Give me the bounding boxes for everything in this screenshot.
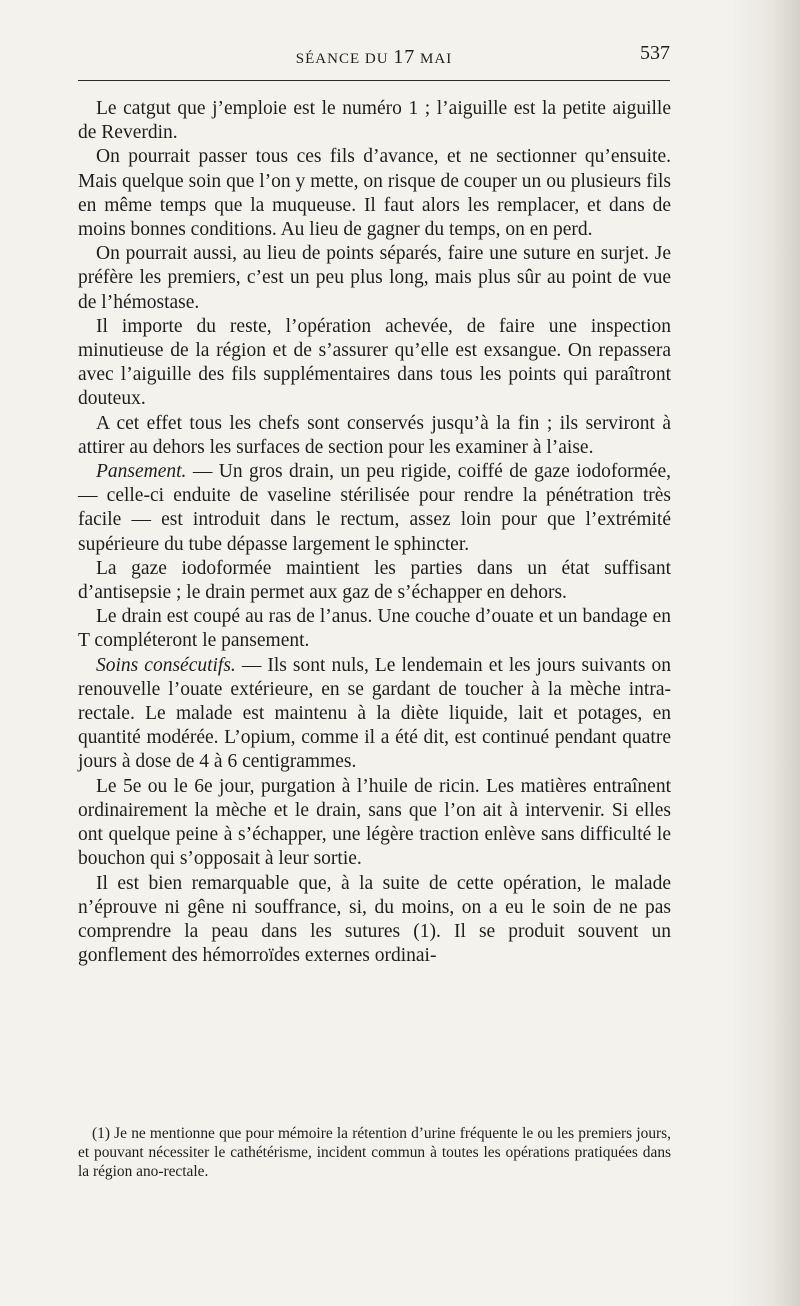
paragraph [78, 557, 671, 605]
paragraph [78, 97, 671, 145]
page-number: 537 [640, 42, 670, 64]
paragraph [78, 315, 671, 412]
footnote-text: (1) Je ne mentionne que pour mémoire la rétention d’urine fréquente le ou les premiers jours, et pouvant nécessiter le cathétérisme, incident commun à toutes les opérations pratiquées dans la région ano-rectale. [78, 1125, 671, 1180]
section-lead: Soins consécutifs. [96, 654, 236, 676]
running-title-month: MAI [415, 51, 453, 67]
paragraph [78, 242, 671, 315]
page-header [78, 42, 670, 70]
paragraph [78, 145, 671, 242]
page-edge-shadow [730, 0, 800, 1306]
header-rule [78, 80, 670, 81]
body-text [78, 97, 671, 968]
paragraph-text: — Ils sont nuls, Le lendemain et les jours suivants on renouvelle l’ouate extérieure, en se gardant de toucher à la mèche intra-rectale. Le malade est maintenu à la diète liquide, lait et potages, en quantité modérée. L’opium, comme il a été dit, est continué pendant quatre jours à dose de 4 à 6 centigrammes. [78, 654, 671, 773]
paragraph [78, 412, 671, 460]
paragraph-text: On pourrait aussi, au lieu de points séparés, faire une suture en surjet. Je préfère les premiers, c’est un peu plus long, mais plus sûr au point de vue de l’hémostase. [78, 243, 671, 313]
paragraph-text: — Un gros drain, un peu rigide, coiffé de gaze iodoformée, — celle-ci enduite de vaseline stérilisée pour rendre la pénétration très facile — est introduit dans le rectum, assez loin pour que l’extrémité supérieure du tube dépasse largement le sphincter. [78, 461, 671, 555]
paragraph-text: Le catgut que j’emploie est le numéro 1 ; l’aiguille est la petite aiguille de Reverdin. [78, 98, 671, 144]
footnote [78, 1124, 671, 1181]
paragraph-text: A cet effet tous les chefs sont conservés jusqu’à la fin ; ils serviront à attirer au dehors les surfaces de section pour les examiner à l’aise. [78, 412, 671, 458]
running-title-day: 17 [393, 46, 416, 68]
paragraph [78, 872, 671, 969]
section-lead: Pansement. [96, 461, 187, 483]
running-title-prefix: SÉANCE DU [295, 51, 394, 67]
paragraph-text: Le 5e ou le 6e jour, purgation à l’huile de ricin. Les matières entraînent ordinairement la mèche et le drain, sans que l’on ait à intervenir. Si elles ont quelque peine à s’échapper, une légère traction enlève sans difficulté le bouchon qui s’opposait à leur sortie. [78, 775, 671, 870]
paragraph-text: Le drain est coupé au ras de l’anus. Une couche d’ouate et un bandage en T compléteront le pansement. [78, 606, 671, 652]
paragraph-text: Il est bien remarquable que, à la suite de cette opération, le malade n’éprouve ni gêne ni souffrance, si, du moins, on a eu le soin de ne pas comprendre la peau dans les sutures (1). Il se produit souvent un gonflement des hémorroïdes externes ordinai- [78, 872, 671, 967]
paragraph-text: On pourrait passer tous ces fils d’avance, et ne sectionner qu’ensuite. Mais quelque soin que l’on y mette, on risque de couper un ou plusieurs fils en même temps que la muqueuse. Il faut alors les remplacer, et dans de moins bonnes conditions. Au lieu de gagner du temps, on en perd. [78, 146, 671, 241]
paragraph-text: Il importe du reste, l’opération achevée, de faire une inspection minutieuse de la région et de s’assurer qu’elle est exsangue. On repassera avec l’aiguille des fils supplémentaires dans tous les points qui paraîtront douteux. [78, 315, 671, 410]
running-title [78, 46, 670, 69]
paragraph-text: La gaze iodoformée maintient les parties dans un état suffisant d’antisepsie ; le drain permet aux gaz de s’échapper en dehors. [78, 557, 671, 604]
paragraph [78, 775, 671, 872]
paragraph-soins [78, 654, 671, 775]
paragraph [78, 605, 671, 653]
paragraph-pansement [78, 460, 671, 557]
